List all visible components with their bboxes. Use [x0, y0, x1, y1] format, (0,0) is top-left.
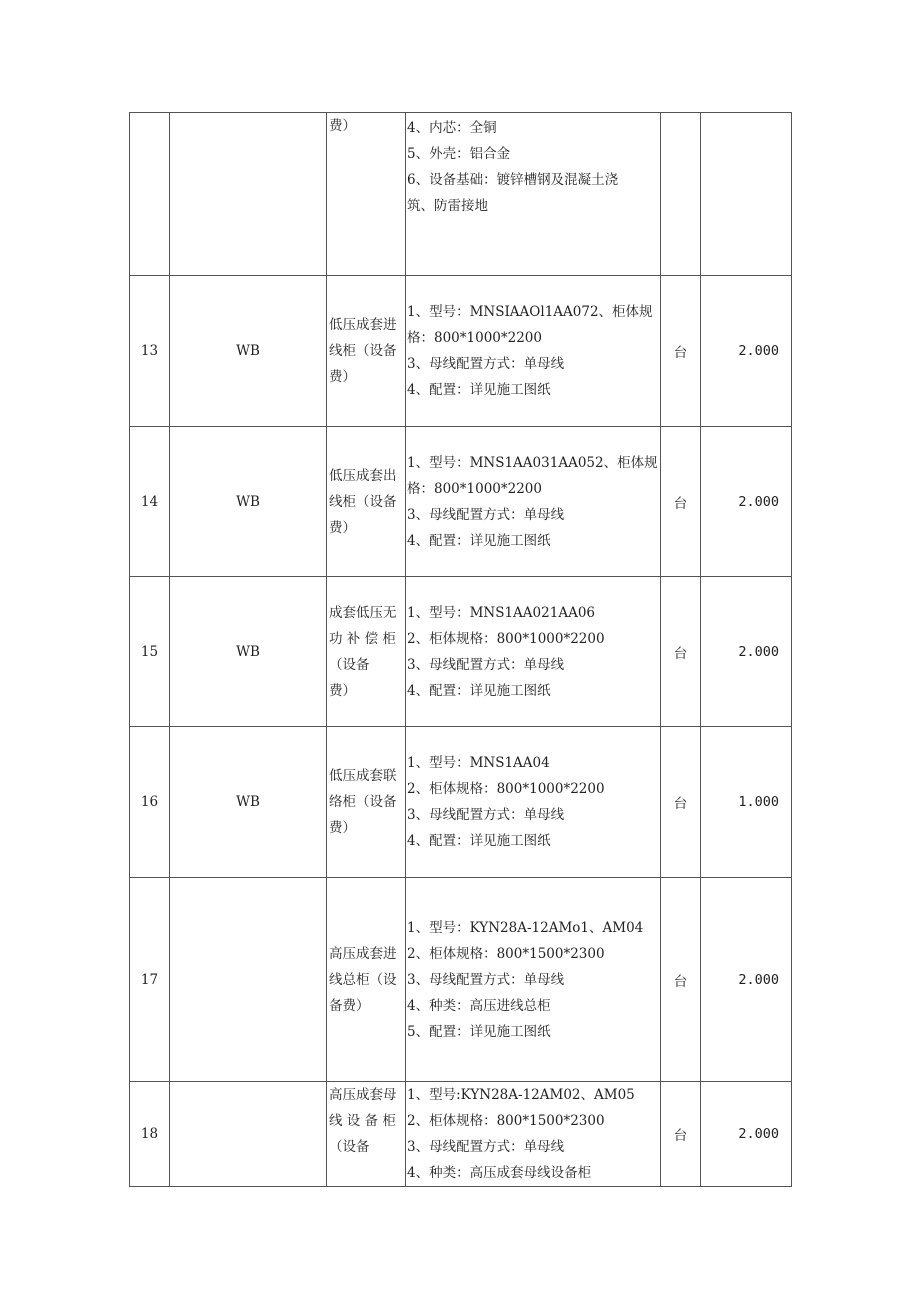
name-line: 线柜（设备 [329, 493, 397, 510]
row-name [327, 878, 406, 1082]
spec-line: 1、型号：KYN28A-12AMo1、AM04 [407, 919, 644, 936]
row-number: 13 [130, 276, 170, 427]
spec-line: 5、配置：详见施工图纸 [407, 1023, 551, 1040]
row-code: WB [170, 276, 327, 427]
row-code: WB [170, 577, 327, 727]
row-name [327, 276, 406, 427]
name-line: 费） [329, 519, 356, 536]
table-row [130, 1082, 792, 1187]
name-line: 功 补 偿 柜 [329, 630, 396, 647]
name-line: 备费） [329, 997, 370, 1014]
table-row [130, 113, 792, 276]
spec-line: 1、型号：MNS1AA04 [407, 755, 550, 771]
name-line: 线柜（设备 [329, 343, 397, 359]
spec-line: 4、配置：详见施工图纸 [407, 382, 551, 398]
row-unit: 台 [661, 1082, 701, 1187]
row-spec [406, 1082, 661, 1187]
spec-line: 3、母线配置方式：单母线 [407, 807, 565, 823]
row-quantity: 1.000 [701, 727, 792, 878]
name-line: 低压成套联 [329, 768, 397, 784]
name-line: 费） [329, 369, 356, 385]
spec-line: 2、柜体规格：800*1500*2300 [407, 1113, 605, 1129]
row-unit [661, 113, 701, 276]
row-number: 16 [130, 727, 170, 878]
spec-line: 4、配置：详见施工图纸 [407, 682, 551, 699]
table-row [130, 878, 792, 1082]
spec-line: 3、母线配置方式：单母线 [407, 971, 565, 988]
row-code [170, 113, 327, 276]
row-unit: 台 [661, 276, 701, 427]
spec-line: 2、柜体规格：800*1000*2200 [407, 781, 605, 797]
row-quantity: 2.000 [701, 878, 792, 1082]
name-line: 费） [329, 118, 356, 134]
spec-line: 1、型号：MNS1AA031AA052、柜体规 [407, 454, 658, 471]
row-code: WB [170, 427, 327, 577]
row-code [170, 1082, 327, 1187]
name-line: （设备 [329, 656, 370, 673]
row-name [327, 113, 406, 276]
name-line: 低压成套出 [329, 467, 397, 484]
row-quantity: 2.000 [701, 276, 792, 427]
row-spec [406, 727, 661, 878]
row-quantity: 2.000 [701, 577, 792, 727]
spec-line: 5、外壳：铝合金 [407, 146, 511, 162]
row-unit: 台 [661, 727, 701, 878]
spec-line: 3、母线配置方式：单母线 [407, 506, 565, 523]
name-line: 络柜（设备 [329, 794, 397, 810]
row-name [327, 727, 406, 878]
row-number [130, 113, 170, 276]
table-row [130, 276, 792, 427]
spec-line: 4、配置：详见施工图纸 [407, 532, 551, 549]
spec-line: 6、设备基础：镀锌槽钢及混凝土浇 [407, 172, 619, 188]
spec-line: 3、母线配置方式：单母线 [407, 1139, 565, 1155]
row-number: 18 [130, 1082, 170, 1187]
row-number: 15 [130, 577, 170, 727]
row-name [327, 1082, 406, 1187]
row-spec [406, 427, 661, 577]
spec-line: 4、配置：详见施工图纸 [407, 833, 551, 849]
spec-line: 1、型号：MNS1AA021AA06 [407, 604, 596, 621]
row-unit: 台 [661, 427, 701, 577]
spec-line: 4、种类：高压进线总柜 [407, 997, 551, 1014]
row-name [327, 427, 406, 577]
name-line: 线 设 备 柜 [329, 1113, 396, 1129]
name-line: 线总柜（设 [329, 971, 397, 988]
name-line: 成套低压无 [329, 604, 397, 621]
row-spec [406, 577, 661, 727]
name-line: 高压成套母 [329, 1087, 397, 1103]
row-spec [406, 276, 661, 427]
row-quantity: 2.000 [701, 1082, 792, 1187]
row-quantity [701, 113, 792, 276]
spec-line: 格：800*1000*2200 [407, 480, 542, 497]
table-row [130, 727, 792, 878]
spec-line: 2、柜体规格：800*1000*2200 [407, 630, 605, 647]
spec-line: 格：800*1000*2200 [407, 330, 542, 346]
row-quantity: 2.000 [701, 427, 792, 577]
row-number: 14 [130, 427, 170, 577]
name-line: 费） [329, 820, 356, 836]
name-line: 费） [329, 682, 356, 699]
row-unit: 台 [661, 577, 701, 727]
row-number: 17 [130, 878, 170, 1082]
row-spec [406, 878, 661, 1082]
row-unit: 台 [661, 878, 701, 1082]
spec-line: 2、柜体规格：800*1500*2300 [407, 945, 605, 962]
spec-line: 1、型号:KYN28A-12AM02、AM05 [407, 1087, 635, 1103]
row-code [170, 878, 327, 1082]
row-spec [406, 113, 661, 276]
name-line: 低压成套进 [329, 317, 397, 333]
row-name [327, 577, 406, 727]
table-row [130, 577, 792, 727]
spec-line: 筑、防雷接地 [407, 198, 488, 214]
name-line: 高压成套进 [329, 945, 397, 962]
spec-line: 1、型号：MNSIAAOl1AA072、柜体规 [407, 304, 653, 320]
spec-line: 3、母线配置方式：单母线 [407, 356, 565, 372]
spec-line: 3、母线配置方式：单母线 [407, 656, 565, 673]
table-row [130, 427, 792, 577]
equipment-table [129, 112, 792, 1187]
name-line: （设备 [329, 1139, 370, 1155]
row-code: WB [170, 727, 327, 878]
spec-line: 4、内芯：全铜 [407, 120, 497, 136]
spec-line: 4、种类：高压成套母线设备柜 [407, 1165, 592, 1181]
